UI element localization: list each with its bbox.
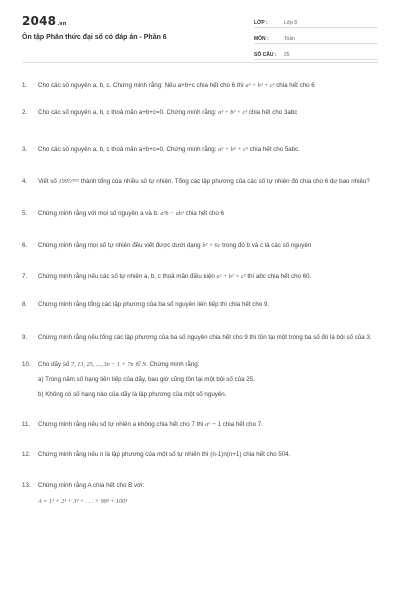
question-text: Cho dãy số 7, 13, 25, ..., 3n − 1 + 7n ∈ N. Chứng minh rằng: [38,361,200,369]
question-item: 3. Cho các số nguyên a, b, c thoả mãn a+b+c=0. Chứng minh rằng: a⁵ + b⁵ + c⁵ chia hết cho 5abc. [22,145,378,155]
question-text: Viết số 1995¹⁹⁹⁵ thành tổng của nhiều số tự nhiên. Tổng các lập phương của các số tự nhiên đó chia cho 6 dư bao nhiêu? [38,178,370,186]
question-text: Chứng minh rằng nếu n là lập phương của một số tự nhiên thì (n-1)n(n+1) chia hết cho 504. [38,451,291,459]
math-expression: a² + b² = c² [216,272,246,280]
site-logo[interactable]: 2048.vn [22,14,67,28]
question-text: Chứng minh rằng nếu các số tự nhiên a, b, c thoả mãn điều kiện a² + b² = c² thì abc chia hết cho 60. [38,272,312,280]
question-item: 11. Chứng minh rằng nếu số tự nhiên a không chia hết cho 7 thì a⁶ − 1 chia hết cho 7. [22,420,378,430]
question-item: 10. Cho dãy số 7, 13, 25, ..., 3n − 1 + 7n ∈ N. Chứng minh rằng: [22,360,378,370]
question-text: Chứng minh rằng tổng các lập phương của ba số nguyên liên tiếp thì chia hết cho 9. [38,300,270,308]
question-item: 12. Chứng minh rằng nếu n là lập phương của một số tự nhiên thì (n-1)n(n+1) chia hết cho 504. [22,450,378,460]
question-item: 8. Chứng minh rằng tổng các lập phương của ba số nguyên liên tiếp thì chia hết cho 9. [22,300,378,310]
math-expression: 1995¹⁹⁹⁵ [58,178,80,186]
math-expression: a⁶ [205,420,211,428]
question-item: 6. Chứng minh rằng mọi số tự nhiên đều viết được dưới dạng b² + 6c trong đó b và c là các số nguyên [22,241,378,251]
math-expression: a⁵ + b⁵ + c⁵ [218,145,249,153]
meta-row-class: LỚP : Lớp 8 [254,14,378,28]
math-expression: a³ + b³ + c³ [218,108,248,116]
question-item: 5. Chứng minh rằng với mọi số nguyên a và b: a³b − ab³ chia hết cho 6 [22,209,378,219]
question-text: Chứng minh rằng nếu số tự nhiên a không chia hết cho 7 thì a⁶ − 1 chia hết cho 7. [38,420,263,428]
question-text: Cho các số nguyên a, b, c. Chứng minh rằng: Nếu a+b+c chia hết cho 6 thì a³ + b³ + c³ chia hết cho 6 [38,82,315,89]
question-item: 4. Viết số 1995¹⁹⁹⁵ thành tổng của nhiều số tự nhiên. Tổng các lập phương của các số tự nhiên đó chia cho 6 dư bao nhiêu? [22,177,378,187]
question-item: 7. Chứng minh rằng nếu các số tự nhiên a, b, c thoả mãn điều kiện a² + b² = c² thì abc chia hết cho 60. [22,272,378,282]
meta-info-table [254,14,378,62]
question-list [22,81,378,507]
question-text: Chứng minh rằng nếu tổng các lập phương của ba số nguyên chia hết cho 9 thì tồn tại một trong ba số đó là bội số của 3. [38,334,372,342]
worksheet-header [0,0,400,64]
header-divider [22,62,378,63]
question-subpart: a) Trong năm số hạng liên tiếp của dãy, bao giờ cũng tồn tại một bội số của 25. [38,375,255,383]
math-expression: b² + 6c [202,241,221,249]
math-expression: a³b − ab³ [160,210,184,218]
question-item: 2. Cho các số nguyên a, b, c thoả mãn a+b+c=0. Chứng minh rằng: a³ + b³ + c³ chia hết cho 3abc [22,108,378,118]
question-text: Cho các số nguyên a, b, c thoả mãn a+b+c=0. Chứng minh rằng: a³ + b³ + c³ chia hết cho 3abc [38,108,298,116]
question-text: Chứng minh rằng với mọi số nguyên a và b: a³b − ab³ chia hết cho 6 [38,210,224,218]
question-item: 9. Chứng minh rằng nếu tổng các lập phương của ba số nguyên chia hết cho 9 thì tồn tại một trong ba số đó là bội số của 3. [22,333,378,343]
meta-row-subject: MÔN : Toán [254,30,378,44]
question-item: 1. Cho các số nguyên a, b, c. Chứng minh rằng: Nếu a+b+c chia hết cho 6 thì a³ + b³ + c³ chia hết cho 6 [22,81,378,91]
question-text: Chứng minh rằng A chia hết cho B với: [38,482,145,490]
math-expression: a³ + b³ + c³ [245,82,275,89]
math-formula: A = 1³ + 2³ + 3³ + . . . + 99³ + 100³ [38,497,128,505]
meta-row-question-count: SỐ CÂU : 25 [254,46,378,60]
question-subpart: b) Không có số hạng nào của dãy là lập phương của một số nguyên. [38,390,227,398]
question-text: Chứng minh rằng mọi số tự nhiên đều viết được dưới dạng b² + 6c trong đó b và c là các số nguyên [38,241,312,249]
math-expression: 7, 13, 25, ..., 3n − 1 + 7n ∈ N [71,361,147,369]
question-item: 13. Chứng minh rằng A chia hết cho B với: [22,481,378,491]
question-text: Cho các số nguyên a, b, c thoả mãn a+b+c=0. Chứng minh rằng: a⁵ + b⁵ + c⁵ chia hết cho 5abc. [38,145,300,153]
document-title: Ôn tập Phân thức đại số có đáp án - Phần 6 [22,34,167,41]
